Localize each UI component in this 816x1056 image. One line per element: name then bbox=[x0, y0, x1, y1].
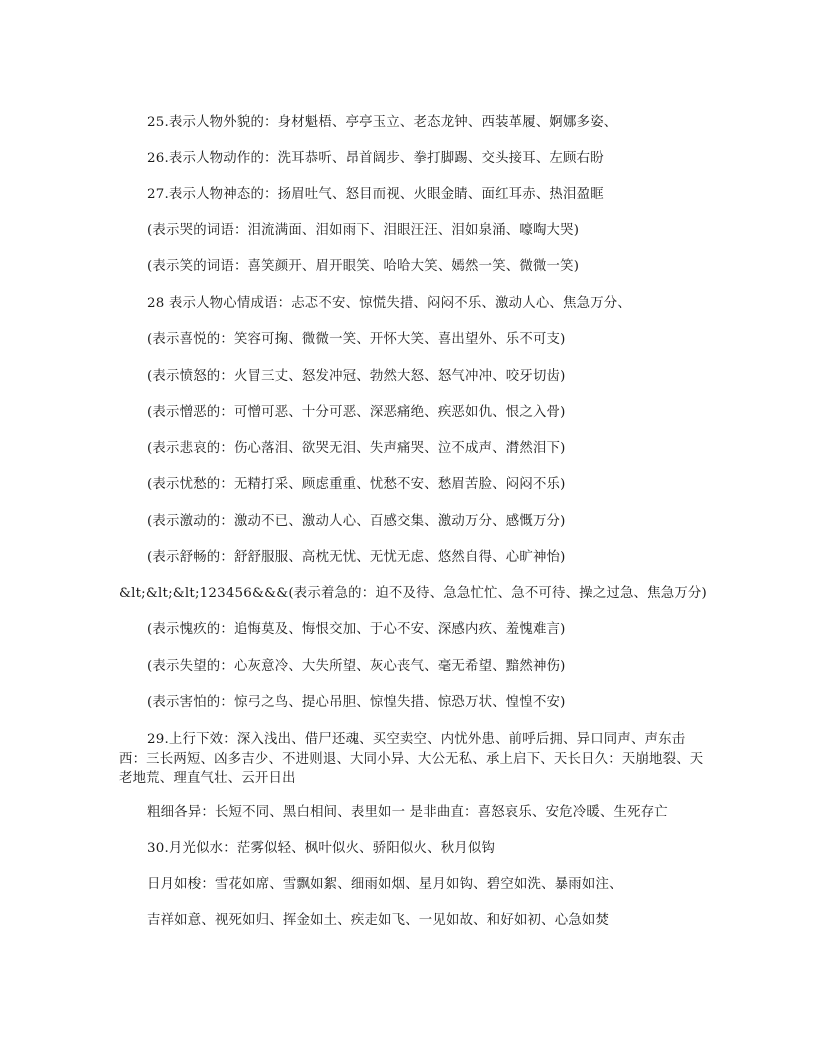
text-line: 30.月光似水：茫雾似轻、枫叶似火、骄阳似火、秋月似钩 bbox=[147, 841, 496, 856]
text-line: (表示激动的：激动不已、激动人心、百感交集、激动万分、感慨万分) bbox=[147, 514, 566, 529]
text-line: 28 表示人物心情成语：忐忑不安、惊慌失措、闷闷不乐、激动人心、焦急万分、 bbox=[147, 296, 631, 311]
text-line: 27.表示人物神态的：扬眉吐气、怒目而视、火眼金睛、面红耳赤、热泪盈眶 bbox=[147, 187, 604, 202]
text-line: &lt;&lt;&lt;123456&&&(表示着急的：迫不及待、急急忙忙、急不可待、操之过急、焦急万分) bbox=[119, 586, 707, 601]
text-line: (表示哭的词语：泪流满面、泪如雨下、泪眼汪汪、泪如泉涌、嚎啕大哭) bbox=[147, 223, 580, 238]
text-line: 日月如梭：雪花如席、雪飘如絮、细雨如烟、星月如钩、碧空如洗、暴雨如注、 bbox=[147, 877, 623, 892]
text-line: (表示愧疚的：追悔莫及、悔恨交加、于心不安、深感内疚、羞愧难言) bbox=[147, 622, 566, 637]
text-line: (表示舒畅的：舒舒服服、高枕无忧、无忧无虑、悠然自得、心旷神怡) bbox=[147, 550, 566, 565]
text-line: 25.表示人物外貌的：身材魁梧、亭亭玉立、老态龙钟、西装革履、婀娜多姿、 bbox=[147, 115, 618, 130]
text-line: (表示憎恶的：可憎可恶、十分可恶、深恶痛绝、疾恶如仇、恨之入骨) bbox=[147, 405, 566, 420]
text-line: (表示害怕的：惊弓之鸟、提心吊胆、惊惶失措、惊恐万状、惶惶不安) bbox=[147, 695, 566, 710]
text-line: 粗细各异：长短不同、黑白相间、表里如一 是非曲直：喜怒哀乐、安危冷暖、生死存亡 bbox=[147, 805, 668, 820]
text-line: (表示失望的：心灰意冷、大失所望、灰心丧气、毫无希望、黯然神伤) bbox=[147, 659, 566, 674]
text-line: (表示愤怒的：火冒三丈、怒发冲冠、勃然大怒、怒气冲冲、咬牙切齿) bbox=[147, 369, 566, 384]
text-line: (表示喜悦的：笑容可掬、微微一笑、开怀大笑、喜出望外、乐不可支) bbox=[147, 332, 566, 347]
text-line: 吉祥如意、视死如归、挥金如土、疾走如飞、一见如故、和好如初、心急如焚 bbox=[147, 913, 610, 928]
text-line: (表示忧愁的：无精打采、顾虑重重、忧愁不安、愁眉苦脸、闷闷不乐) bbox=[147, 477, 566, 492]
paragraph-29: 29.上行下效：深入浅出、借尸还魂、买空卖空、内忧外患、前呼后拥、异口同声、声东击西：三长两短、凶多吉少、不进则退、大同小异、大公无私、承上启下、天长日久：天崩地裂、天老地荒、理直气壮、云开日出 bbox=[119, 732, 704, 786]
text-line: 26.表示人物动作的：洗耳恭听、昂首阔步、拳打脚踢、交头接耳、左顾右盼 bbox=[147, 151, 604, 166]
text-line: (表示悲哀的：伤心落泪、欲哭无泪、失声痛哭、泣不成声、潸然泪下) bbox=[147, 441, 566, 456]
text-line: (表示笑的词语：喜笑颜开、眉开眼笑、哈哈大笑、嫣然一笑、微微一笑) bbox=[147, 259, 580, 274]
